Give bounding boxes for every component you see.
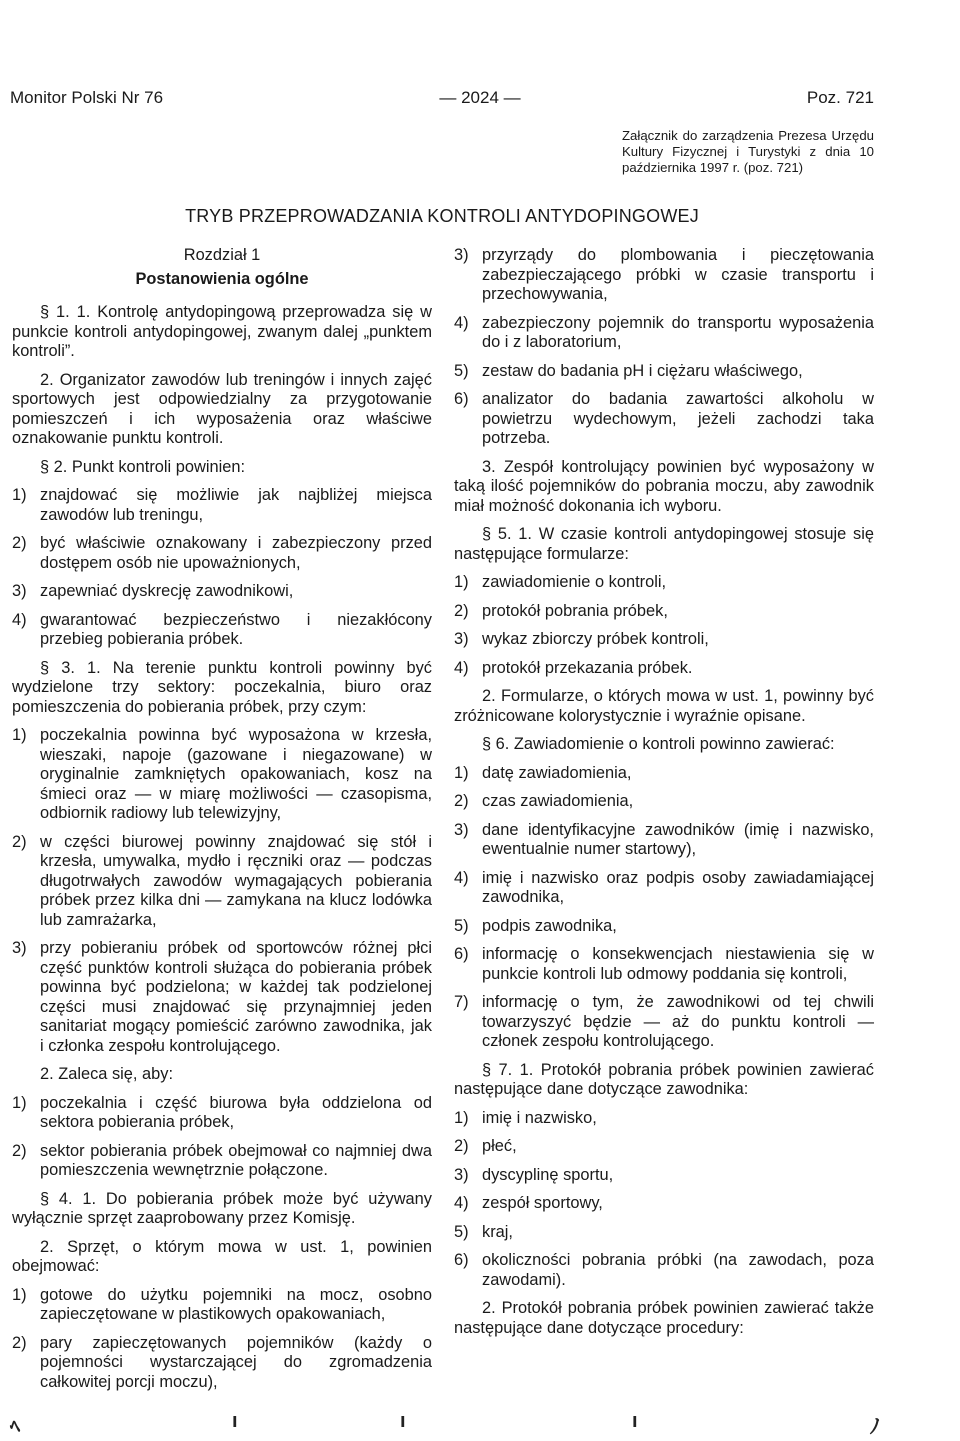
list-item-text: imię i nazwisko oraz podpis osoby zawiadamiającej zawodnika, (482, 868, 874, 906)
list-item (12, 1286, 432, 1325)
list-item (12, 611, 432, 650)
list-item-text: analizator do badania zawartości alkoholu w powietrzu wydechowym, jeżeli zachodzi taka potrzeba. (482, 390, 874, 447)
list-item (12, 726, 432, 824)
list-item-number: 1) (454, 1108, 469, 1127)
list-item (454, 1109, 874, 1129)
header-publication: Monitor Polski Nr 76 (10, 88, 164, 107)
list-item-number: 7) (454, 993, 469, 1011)
paragraph: 2. Sprzęt, o którym mowa w ust. 1, powinien obejmować: (12, 1237, 432, 1275)
list-item (454, 917, 874, 937)
list-item-number: 6) (454, 945, 469, 963)
list-item-text: płeć, (482, 1137, 517, 1155)
list-item-number: 2) (12, 1141, 27, 1160)
list-item-text: zapewniać dyskrecję zawodnikowi, (40, 582, 294, 600)
annex-note: Załącznik do zarządzenia Prezesa Urzędu Kultury Fizycznej i Turystyki z dnia 10 października 1997 r. (poz. 721) (622, 128, 874, 175)
list-item-text: okoliczności pobrania próbki (na zawodach, poza zawodami). (482, 1251, 874, 1289)
list-item-text: dane identyfikacyjne zawodników (imię i nazwisko, ewentualnie numer startowy), (482, 820, 874, 858)
header-page-number: — 2024 — (439, 88, 521, 107)
scan-mark: ı (632, 1410, 638, 1432)
list-item-number: 3) (454, 1165, 469, 1184)
list-item (454, 1166, 874, 1186)
chapter-subtitle: Postanowienia ogólne (135, 269, 309, 288)
list-item-text: sektor pobierania próbek obejmował co najmniej dwa pomieszczenia wewnętrznie połączone. (40, 1141, 432, 1179)
scan-mark: ﾉ (870, 1416, 880, 1438)
list-item-text: czas zawiadomienia, (482, 792, 634, 810)
list-item (12, 833, 432, 931)
list-item-text: zestaw do badania pH i ciężaru właściwego, (482, 361, 803, 380)
list-item (454, 390, 874, 449)
list-item-text: protokół przekazania próbek. (482, 658, 693, 677)
list-item (454, 1194, 874, 1214)
list-item-number: 3) (454, 246, 469, 264)
list-item (12, 582, 432, 602)
list-item-number: 5) (454, 1222, 469, 1241)
list-item (454, 993, 874, 1052)
list-item (454, 1223, 874, 1243)
list-item-number: 4) (454, 658, 469, 677)
list-item (12, 1334, 432, 1393)
list-item (454, 1251, 874, 1290)
right-column-body (454, 246, 874, 1338)
list-item (454, 659, 874, 679)
paragraph: 2. Organizator zawodów lub treningów i innych zajęć sportowych jest odpowiedzialny za przygotowanie pomieszczeń i ich wyposażenia oraz właściwe oznakowanie punktu kontroli. (12, 370, 432, 447)
paragraph: § 2. Punkt kontroli powinien: (40, 457, 246, 476)
list-item-text: informację o konsekwencjach niestawienia się w punkcie kontroli lub odmowy poddania się kontroli, (482, 945, 874, 983)
list-item-number: 2) (454, 792, 469, 810)
list-item (454, 314, 874, 353)
list-item-text: przyrządy do plombowania i pieczętowania zabezpieczającego próbki w czasie transportu i przechowywania, (482, 246, 874, 303)
paragraph: § 7. 1. Protokół pobrania próbek powinien zawierać następujące dane dotyczące zawodnika: (454, 1060, 874, 1098)
list-item (12, 486, 432, 525)
list-item-number: 3) (12, 939, 27, 957)
list-item (12, 1094, 432, 1133)
paragraph: § 1. 1. Kontrolę antydopingową przeprowadza się w punkcie kontroli antydopingowej, zwanym dalej „punktem kontroli”. (12, 303, 432, 360)
paragraph: § 3. 1. Na terenie punktu kontroli powinny być wydzielone trzy sektory: poczekalnia, biuro oraz pomieszczenia do pobierania próbek, przy czym: (12, 658, 432, 716)
right-column (454, 246, 874, 1347)
list-item-number: 2) (12, 832, 27, 851)
paragraph: § 4. 1. Do pobierania próbek może być używany wyłącznie sprzęt zaaprobowany przez Komisję. (12, 1189, 432, 1227)
paragraph: 3. Zespół kontrolujący powinien być wyposażony w taką ilość pojemników do pobrania moczu, aby zawodnik miał możność dokonania ich wyboru. (454, 457, 874, 515)
list-item-number: 1) (454, 573, 469, 591)
list-item-text: wykaz zbiorczy próbek kontroli, (482, 630, 709, 648)
list-item (454, 792, 874, 812)
list-item (454, 246, 874, 305)
list-item-text: zawiadomienie o kontroli, (482, 573, 667, 591)
list-item-number: 6) (454, 1251, 469, 1269)
list-item-text: zespół sportowy, (482, 1194, 603, 1212)
list-item (454, 630, 874, 650)
list-item-number: 1) (454, 763, 469, 782)
list-item-text: protokół pobrania próbek, (482, 601, 668, 620)
list-item (454, 602, 874, 622)
scan-marks (0, 1410, 960, 1438)
paragraph: § 5. 1. W czasie kontroli antydopingowej stosuje się następujące formularze: (454, 525, 874, 563)
list-item-text: przy pobieraniu próbek od sportowców różnej płci część punktów kontroli służąca do pobierania próbek powinna być podzielona; w każdej tak podzielonej części musi znajdować się przynajmniej jeden sanitariat mogący pomieścić zarówno zawodnika, jak i członka zespołu kontrolującego. (40, 939, 432, 1055)
list-item-number: 2) (12, 534, 27, 552)
list-item-number: 3) (454, 820, 469, 839)
list-item-text: znajdować się możliwie jak najbliżej miejsca zawodów lub treningu, (40, 486, 432, 524)
scan-mark: ı (232, 1410, 238, 1432)
list-item (454, 1137, 874, 1157)
list-item-number: 3) (454, 630, 469, 648)
list-item (12, 534, 432, 573)
list-item (454, 764, 874, 784)
list-item-text: kraj, (482, 1222, 513, 1241)
list-item-text: poczekalnia powinna być wyposażona w krzesła, wieszaki, napoje (gazowane i niegazowane) w oryginalnie zamkniętych opakowaniach, kosz na śmieci oraz — w miarę możliwości — czasopisma, odbiornik radiowy lub telewizyjny, (40, 726, 432, 822)
list-item-number: 4) (454, 868, 469, 887)
paragraph: 2. Protokół pobrania próbek powinien zawierać także następujące dane dotyczące procedury: (454, 1299, 874, 1337)
list-item-number: 4) (454, 313, 469, 332)
list-item-text: zabezpieczony pojemnik do transportu wyposażenia do i z laboratorium, (482, 313, 874, 351)
document-title: TRYB PRZEPROWADZANIA KONTROLI ANTYDOPINGOWEJ (185, 206, 699, 226)
scan-mark: ı (400, 1410, 406, 1432)
list-item-text: być właściwie oznakowany i zabezpieczony przed dostępem osób nie upoważnionych, (40, 534, 432, 572)
list-item-text: gwarantować bezpieczeństwo i niezakłócony przebieg pobierania próbek. (40, 610, 432, 648)
list-item (454, 821, 874, 860)
list-item-number: 4) (454, 1194, 469, 1212)
list-item-text: imię i nazwisko, (482, 1108, 597, 1127)
chapter-label: Rozdział 1 (183, 246, 261, 264)
list-item (454, 573, 874, 593)
list-item-number: 2) (12, 1333, 27, 1352)
list-item-number: 6) (454, 390, 469, 408)
list-item-text: gotowe do użytku pojemniki na mocz, osobno zapieczętowane w plastikowych opakowaniach, (40, 1285, 432, 1323)
list-item-text: w części biurowej powinny znajdować się stół i krzesła, umywalka, mydło i ręczniki oraz — podczas długotrwałych zawodów wymagających pobierania próbek przez kilka dni — zamykana na klucz lodówka lub zamrażarka, (40, 832, 432, 929)
list-item-number: 5) (454, 916, 469, 935)
list-item (454, 869, 874, 908)
list-item-number: 2) (454, 1137, 469, 1155)
left-column (12, 246, 432, 1401)
list-item (12, 939, 432, 1056)
list-item-number: 5) (454, 361, 469, 380)
list-item-number: 1) (12, 1093, 27, 1112)
paragraph: 2. Formularze, o których mowa w ust. 1, powinny być zróżnicowane kolorystycznie i wyraźnie opisane. (454, 687, 874, 725)
list-item-number: 4) (12, 610, 27, 629)
list-item-text: podpis zawodnika, (482, 916, 617, 935)
left-column-body (12, 303, 432, 1392)
list-item-number: 1) (12, 1285, 27, 1304)
list-item-text: pary zapieczętowanych pojemników (każdy o pojemności wystarczającej do zgromadzenia całkowitej porcji moczu), (40, 1333, 432, 1391)
list-item-number: 1) (12, 486, 27, 504)
list-item-text: poczekalnia i część biurowa była oddzielona od sektora pobierania próbek, (40, 1093, 432, 1131)
list-item (12, 1142, 432, 1181)
list-item (454, 945, 874, 984)
list-item-text: informację o tym, że zawodnikowi od tej chwili towarzyszyć będzie — aż do punktu kontroli — członek zespołu kontrolującego. (482, 993, 874, 1050)
paragraph: 2. Zaleca się, aby: (40, 1065, 174, 1083)
header-position: Poz. 721 (806, 88, 874, 107)
list-item (454, 362, 874, 382)
paragraph: § 6. Zawiadomienie o kontroli powinno zawierać: (482, 735, 835, 753)
list-item-number: 2) (454, 601, 469, 620)
scan-mark: ﾍ (10, 1416, 20, 1438)
list-item-number: 3) (12, 582, 27, 600)
list-item-text: datę zawiadomienia, (482, 763, 632, 782)
list-item-text: dyscyplinę sportu, (482, 1165, 614, 1184)
list-item-number: 1) (12, 726, 27, 744)
